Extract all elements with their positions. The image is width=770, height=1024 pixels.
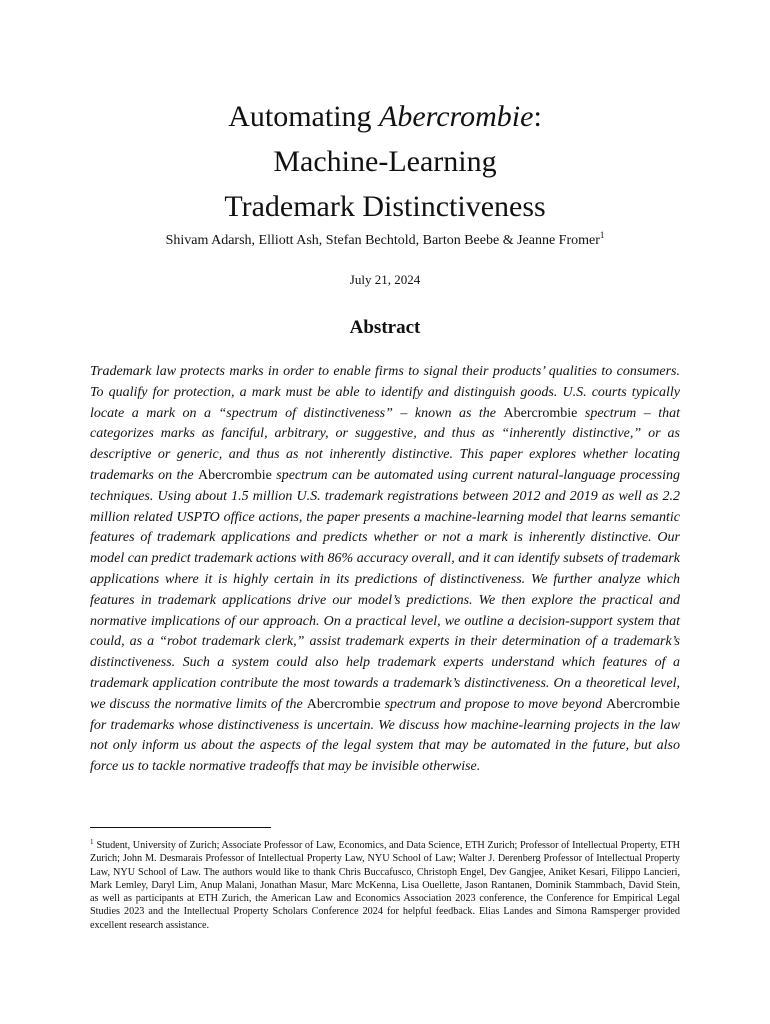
footnote-mark: 1: [90, 838, 94, 846]
abstract-segment: Abercrombie: [503, 405, 578, 421]
author-footnote-mark: 1: [599, 230, 605, 240]
abstract-segment: Trademark law protects marks in order to enable firms to signal their products’ qualities to consumers. To qualify for protection, a mark must be able to identify and distinguish goods. U.S. courts typically locate a mark on a “spectrum of distinctiveness” – known as the: [90, 364, 680, 421]
abstract-segment: Abercrombie: [198, 467, 272, 483]
abstract-segment: Abercrombie: [606, 696, 680, 712]
title-line-1-italic: Abercrombie: [379, 100, 534, 133]
abstract-body: [90, 362, 680, 778]
title-line-1: [0, 94, 770, 139]
author-list: [0, 230, 770, 249]
author-names: Shivam Adarsh, Elliott Ash, Stefan Bechtold, Barton Beebe & Jeanne Fromer: [165, 233, 600, 248]
title-line-2: Machine-Learning: [273, 145, 497, 178]
footnote-text: Student, University of Zurich; Associate Professor of Law, Economics, and Data Science, ETH Zurich; Professor of Intellectual Property, ETH Zurich; John M. Desmarais Professor of Intellectual Property Law, NYU School of Law; Walter J. Derenberg Professor of Intellectual Property Law, NYU School of Law. The authors would like to thank Chris Buccafusco, Christoph Engel, Dev Gangjee, Aniket Kesari, Filippo Lancieri, Mark Lemley, Daryl Lim, Anup Malani, Jonathan Masur, Marc McKenna, Lisa Ouellette, Jason Rantanen, Dominik Stammbach, David Stein, as well as participants at ETH Zurich, the American Law and Economics Association 2023 conference, the Conference for Empirical Legal Studies 2023 and the Intellectual Property Scholars Conference 2024 for helpful feedback. Elias Landes and Simona Ramsperger provided excellent research assistance.: [90, 840, 680, 931]
footnote-divider: [90, 827, 271, 828]
abstract-segment: Abercrombie: [306, 696, 381, 712]
abstract-segment: spectrum – that categorizes marks as fanciful, arbitrary, or suggestive, and thus as “inherently distinctive,” or as descriptive or generic, and thus as not inherently distinctive. This paper explores whether locating trademarks on the: [90, 405, 680, 483]
abstract-segment: spectrum and propose to move beyond: [380, 696, 607, 712]
title-line-1-suffix: :: [533, 100, 542, 133]
title-line-3: Trademark Distinctiveness: [224, 190, 546, 223]
abstract-segment: spectrum can be automated using current natural-language processing techniques. Using about 1.5 million U.S. trademark registrations between 2012 and 2019 as well as 2.2 million related USPTO office actions, the paper presents a machine-learning model that learns semantic features of trademark applications and predicts whether or not a mark is inherently distinctive. Our model can predict trademark actions with 86% accuracy overall, and it can identify subsets of trademark applications where it is highly certain in its predictions of distinctiveness. We further analyze which features in trademark applications drive our model’s predictions. We then explore the practical and normative implications of our approach. On a practical level, we outline a decision-support system that could, as a “robot trademark clerk,” assist trademark experts in their determination of a trademark’s distinctiveness. Such a system could also help trademark experts understand which features of a trademark application contribute the most towards a trademark’s distinctiveness. On a theoretical level, we discuss the normative limits of the: [90, 467, 680, 712]
footnote: [90, 836, 680, 932]
title-line-1-prefix: Automating: [228, 100, 380, 133]
publication-date: July 21, 2024: [349, 272, 421, 287]
abstract-segment: for trademarks whose distinctiveness is uncertain. We discuss how machine-learning projects in the law not only inform us about the aspects of the legal system that may be automated in the future, but also force us to tackle normative tradeoffs that may be invisible otherwise.: [90, 717, 680, 775]
abstract-heading: Abstract: [349, 317, 421, 338]
paper-title: [0, 94, 770, 229]
